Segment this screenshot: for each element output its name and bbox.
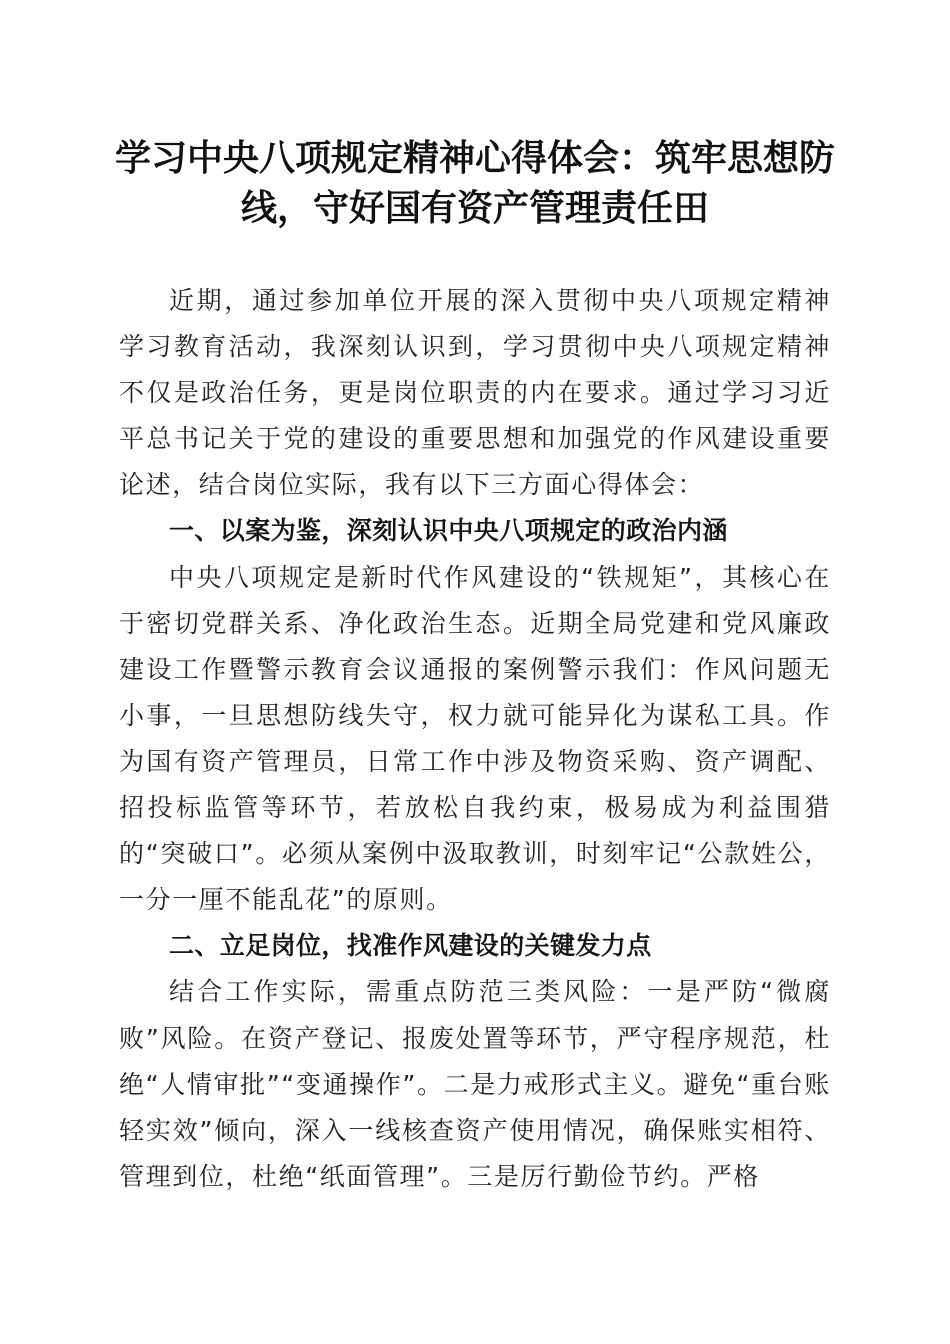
- section-1-heading: 一、以案为鉴，深刻认识中央八项规定的政治内涵: [169, 516, 728, 546]
- title-line-2: 线，守好国有资产管理责任田: [240, 187, 709, 229]
- intro-paragraph: 近期，通过参加单位开展的深入贯彻中央八项规定精神学习教育活动，我深刻认识到，学习贯彻中央八项规定精神不仅是政治任务，更是岗位职责的内在要求。通过学习习近平总书记关于党的建设的重要思想和加强党的作风建设重要论述，结合岗位实际，我有以下三方面心得体会：: [119, 286, 831, 500]
- section-1-paragraph: 中央八项规定是新时代作风建设的“铁规矩”，其核心在于密切党群关系、净化政治生态。近期全局党建和党风廉政建设工作暨警示教育会议通报的案例警示我们：作风问题无小事，一旦思想防线失守，权力就可能异化为谋私工具。作为国有资产管理员，日常工作中涉及物资采购、资产调配、招投标监管等环节，若放松自我约束，极易成为利益围猎的“突破口”。必须从案例中汲取教训，时刻牢记“公款姓公，一分一厘不能乱花”的原则。: [119, 562, 831, 915]
- section-2-paragraph: 结合工作实际，需重点防范三类风险：一是严防“微腐败”风险。在资产登记、报废处置等环节，严守程序规范，杜绝“人情审批”“变通操作”。二是力戒形式主义。避免“重台账轻实效”倾向，深入一线核查资产使用情况，确保账实相符、管理到位，杜绝“纸面管理”。三是厉行勤俭节约。严格: [119, 977, 831, 1191]
- document-title: [110, 133, 840, 233]
- title-line-1: 学习中央八项规定精神心得体会：筑牢思想防: [114, 137, 835, 179]
- section-2-heading: 二、立足岗位，找准作风建设的关键发力点: [169, 931, 652, 961]
- document-body: [119, 278, 831, 1200]
